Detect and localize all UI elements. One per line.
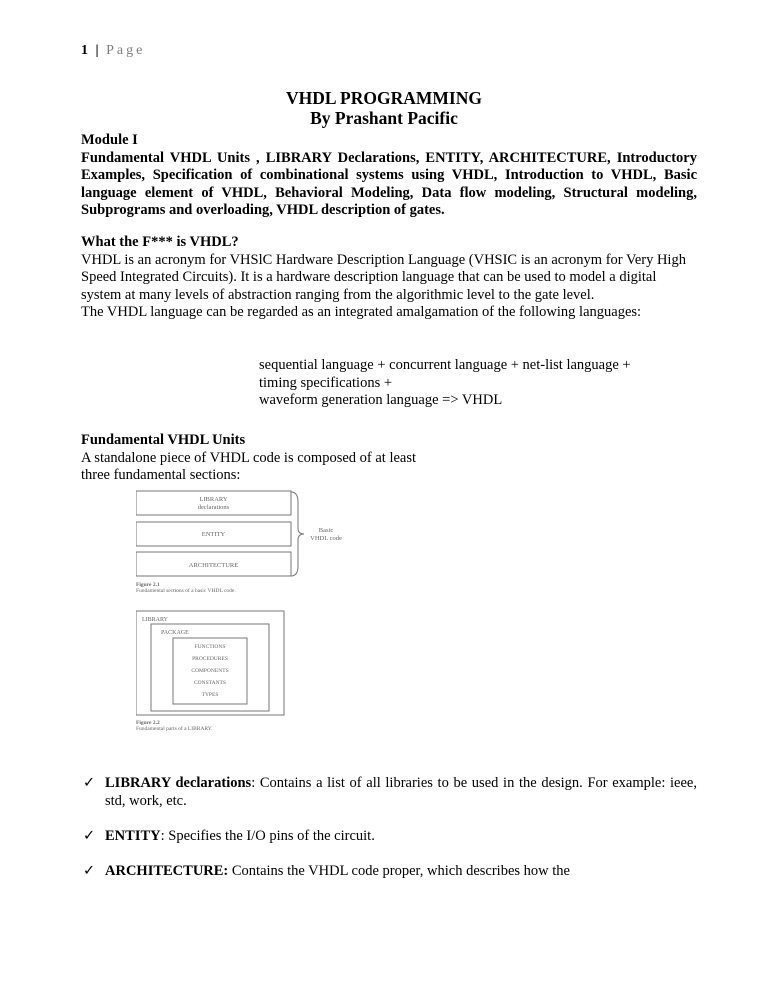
package-item: FUNCTIONS (194, 644, 226, 650)
checkmark-icon: ✓ (83, 828, 96, 844)
what-is-section (81, 234, 697, 322)
language-formula (259, 357, 631, 410)
library-outer-box (136, 611, 284, 715)
library-declarations-box (136, 491, 291, 515)
bullet-architecture (81, 863, 697, 881)
module-topics: Fundamental VHDL Units , LIBRARY Declarations, ENTITY, ARCHITECTURE, Introductory Examples, Specification of combinational systems using VHDL, Introduction to VHDL, Basic language element of VHDL, Behavioral Modeling, Data flow modeling, Structural modeling, Subprograms and overloading, VHDL description of gates. (81, 149, 697, 219)
bullet-text: : Contains a list of all libraries to be used in the design. For example: ieee, std, work, etc. (105, 775, 697, 809)
languages-paragraph: The VHDL language can be regarded as an integrated amalgamation of the following languages: (81, 304, 642, 321)
brace-icon (291, 492, 304, 576)
bullet-term: ENTITY (105, 828, 161, 844)
what-is-paragraph: VHDL is an acronym for VHSlC Hardware Description Language (VHSIC is an acronym for Very High Speed Integrated Circuits). It is a hardware description language that can be used to model a digital system at many levels of abstraction ranging from the algorithmic level to the gate level. (81, 251, 686, 303)
brace-label: Basic (318, 527, 334, 534)
checkmark-icon: ✓ (83, 863, 96, 879)
library-box-label: declarations (197, 504, 230, 511)
page-number: 1 (81, 43, 89, 58)
figure1-caption-title: Figure 2.1 (136, 582, 160, 588)
package-label: PACKAGE (161, 630, 189, 636)
bullet-term: ARCHITECTURE: (105, 863, 229, 879)
architecture-box-label: ARCHITECTURE (188, 562, 239, 569)
page-header (81, 43, 145, 59)
module-heading: Module I (81, 132, 138, 148)
package-item: TYPES (201, 692, 219, 698)
formula-line: timing specifications + (259, 374, 393, 391)
entity-box-label: ENTITY (201, 531, 226, 538)
package-item: COMPONENTS (191, 668, 229, 674)
units-heading: Fundamental VHDL Units (81, 432, 246, 448)
library-outer-label: LIBRARY (142, 617, 169, 623)
document-title: VHDL PROGRAMMING (286, 88, 482, 108)
package-item: CONSTANTS (194, 680, 226, 686)
library-box-label: LIBRARY (199, 496, 228, 503)
list-item (81, 775, 697, 810)
units-section (81, 432, 697, 485)
figure-basic-vhdl-code (136, 491, 342, 594)
units-intro-line: three fundamental sections: (81, 467, 241, 484)
units-intro-line: A standalone piece of VHDL code is composed of at least (81, 449, 417, 466)
bullet-library-declarations (81, 775, 697, 810)
page-separator: | (95, 43, 100, 58)
bullet-text: : Specifies the I/O pins of the circuit. (160, 828, 375, 844)
vhdl-figures (136, 488, 396, 748)
module-section (81, 132, 697, 220)
checkmark-icon: ✓ (83, 775, 96, 791)
list-item (81, 828, 697, 846)
figure1-caption-text: Fundamental sections of a basic VHDL code. (136, 588, 236, 594)
formula-line: waveform generation language => VHDL (259, 392, 503, 409)
what-is-heading: What the F*** is VHDL? (81, 234, 239, 250)
package-item: PROCEDURES (192, 656, 228, 662)
figure2-caption-text: Fundamental parts of a LIBRARY. (136, 726, 213, 732)
list-item (81, 863, 697, 881)
bullet-term: LIBRARY declarations (105, 775, 252, 791)
figure-library-parts (136, 611, 284, 732)
bullet-text: Contains the VHDL code proper, which describes how the (228, 863, 570, 879)
document-author: By Prashant Pacific (310, 108, 458, 128)
figure2-caption-title: Figure 2.2 (136, 720, 160, 726)
brace-label: VHDL code (310, 535, 342, 542)
bullet-entity (81, 828, 697, 846)
page-label: Page (106, 43, 146, 58)
formula-line: sequential language + concurrent language + net-list language + (259, 357, 631, 373)
